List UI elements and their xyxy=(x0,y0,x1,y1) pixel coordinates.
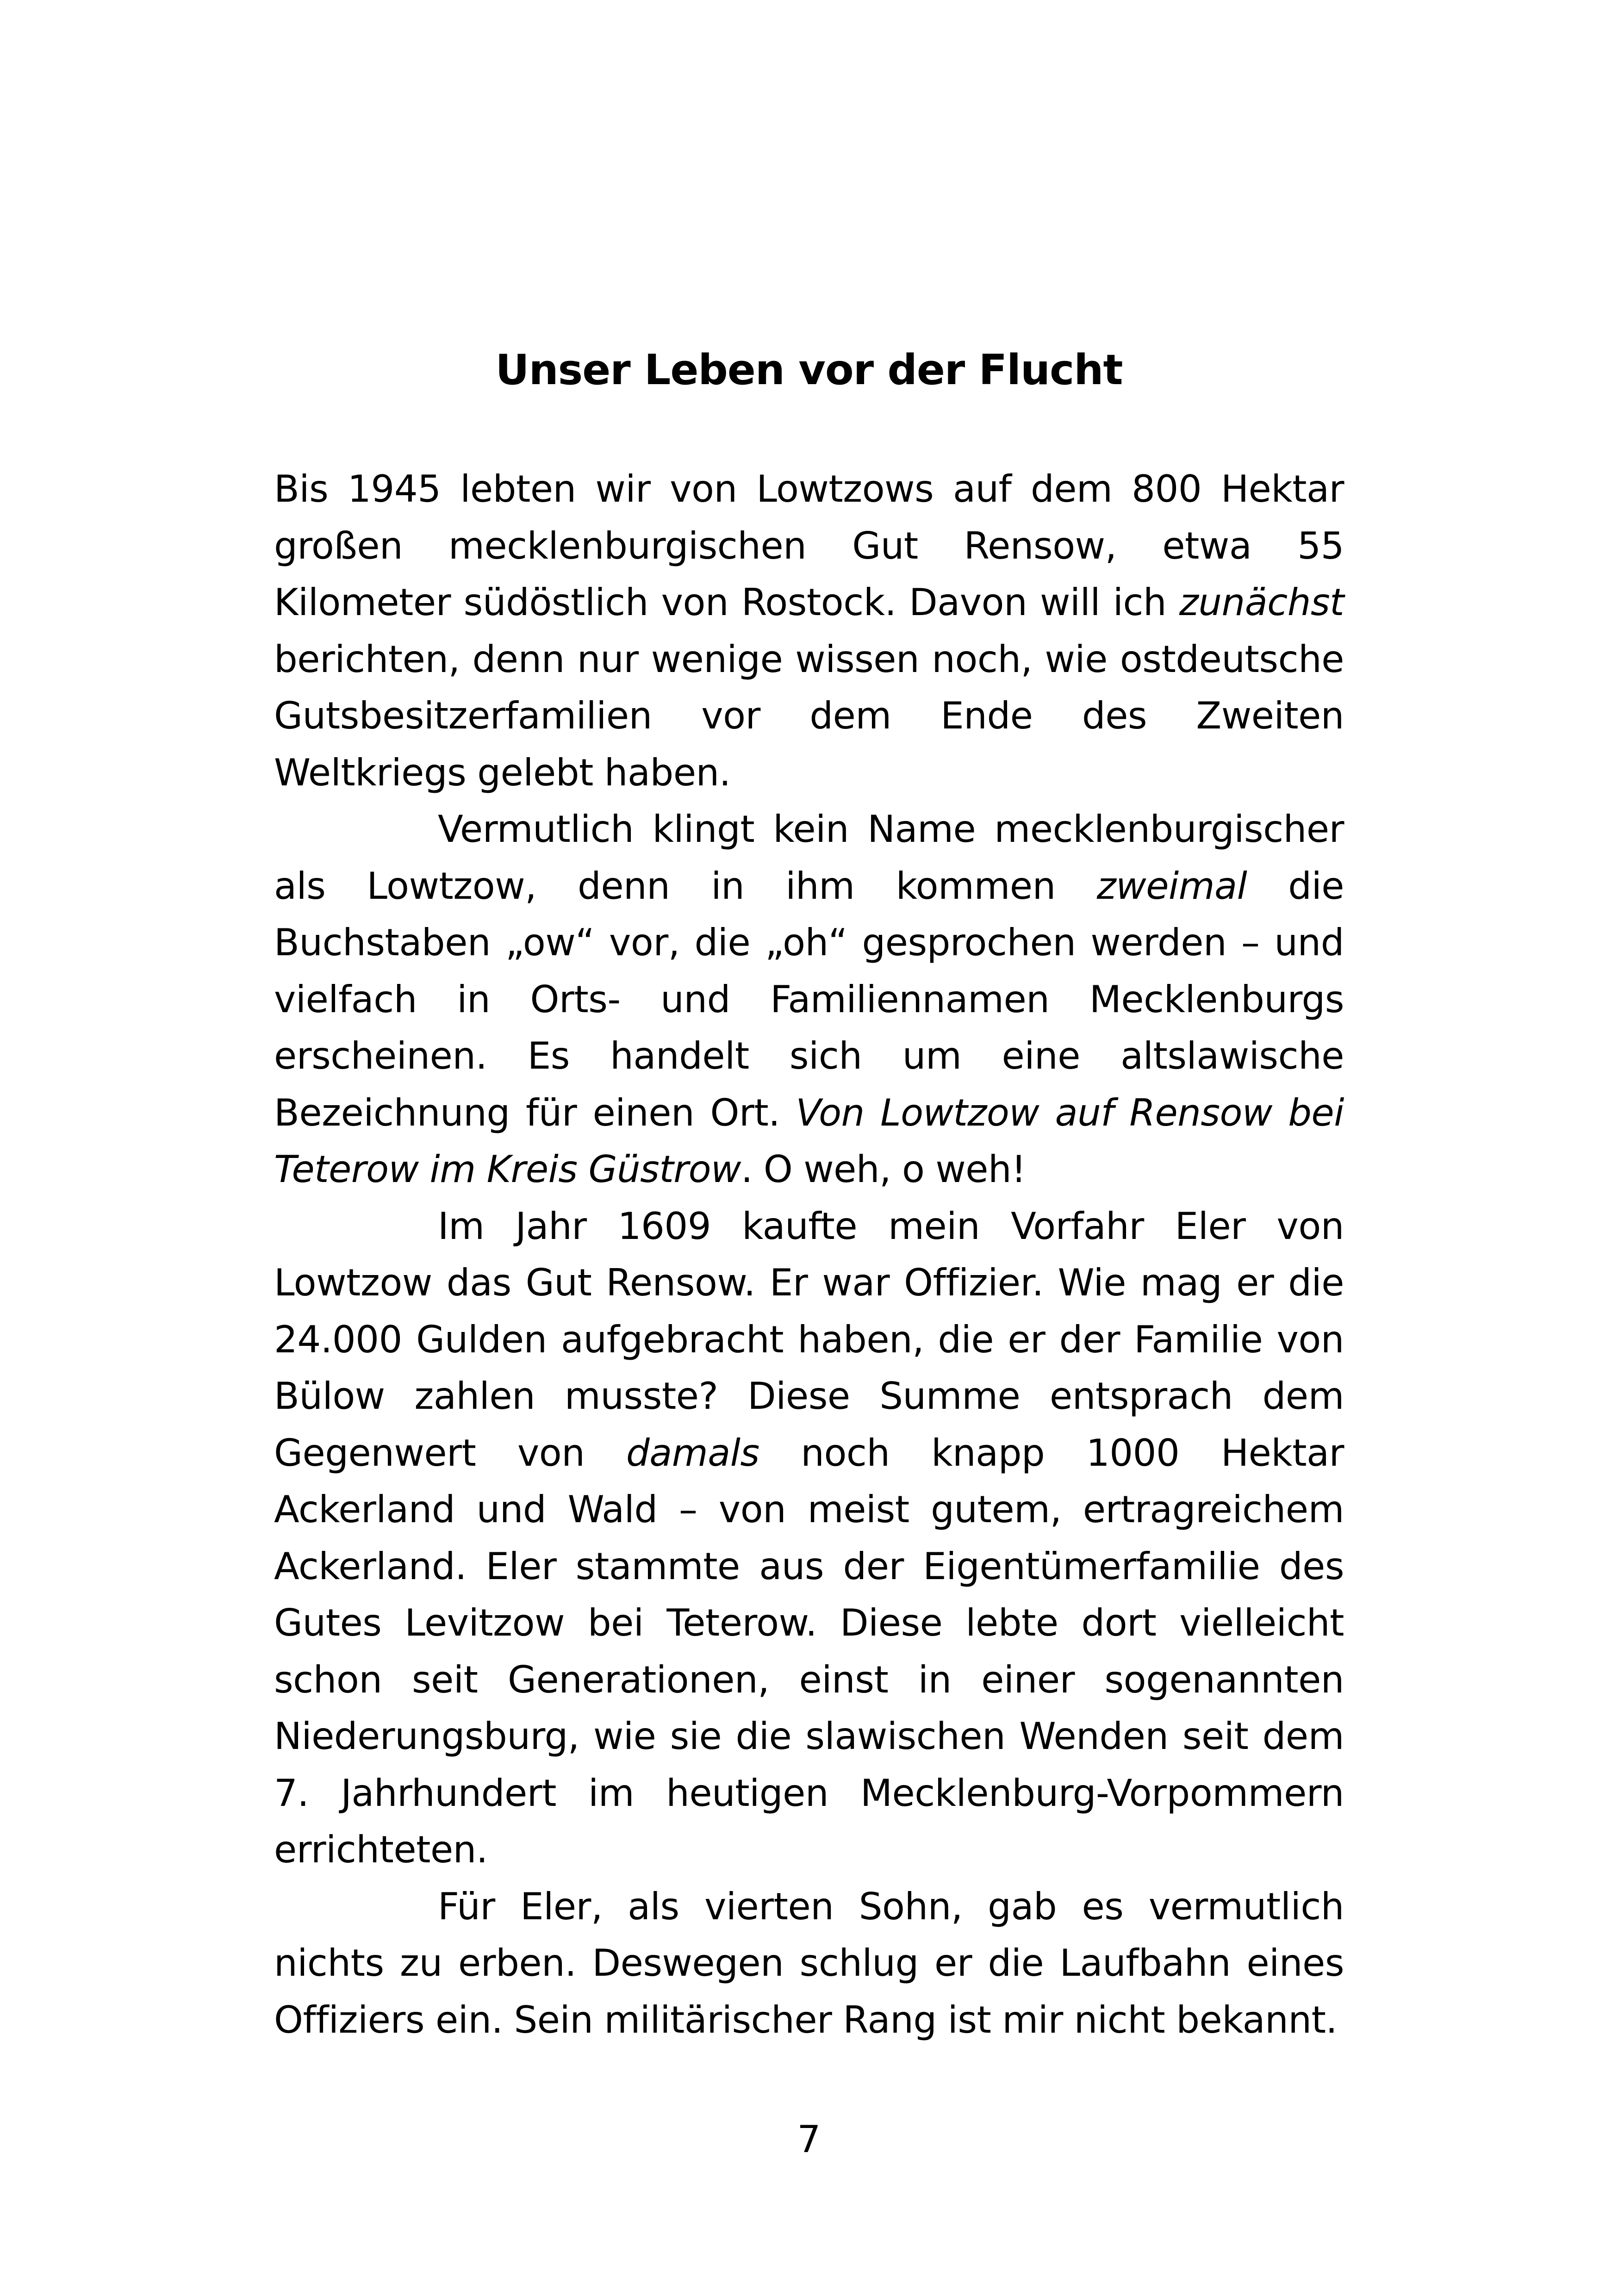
paragraph-4 xyxy=(274,1879,1344,2049)
italic-emphasis: Von Lowtzow auf Rensow bei Teterow im Kreis Güstrow xyxy=(274,1091,1344,1191)
italic-emphasis: zunächst xyxy=(1179,581,1344,624)
text-segment: Bis 1945 lebten wir von Lowtzows auf dem 800 Hektar großen mecklenburgischen Gut Rensow, etwa 55 Kilometer südöstlich von Rostock. Davon will ich xyxy=(274,467,1344,624)
text-segment: berichten, denn nur wenige wissen noch, wie ostdeutsche Gutsbesitzerfamilien vor dem Ende des Zweiten Weltkriegs gelebt haben. xyxy=(274,637,1344,794)
text-segment: noch knapp 1000 Hektar Ackerland und Wald – von meist gutem, ertragreichem Ackerland. Eler stammte aus der Eigentümerfamilie des Gutes Levitzow bei Teterow. Diese lebte dort vielleicht schon seit Generationen, einst in einer sogenannten Niederungsburg, wie sie die slawischen Wenden seit dem 7. Jahrhundert im heutigen Mecklenburg-Vorpommern errichteten. xyxy=(274,1431,1344,1871)
body-text xyxy=(274,461,1344,2048)
paragraph-3 xyxy=(274,1198,1344,1879)
paragraph-1 xyxy=(274,461,1344,801)
paragraph-2 xyxy=(274,801,1344,1198)
text-segment: die Buchstaben „ow“ vor, die „oh“ gesprochen werden – und vielfach in Orts- und Familiennamen Mecklenburgs erscheinen. Es handelt sich um eine altslawische Bezeichnung für einen Ort. xyxy=(274,864,1344,1134)
italic-emphasis: zweimal xyxy=(1096,864,1247,908)
text-segment: Vermutlich klingt kein Name mecklenburgischer als Lowtzow, denn in ihm kommen xyxy=(274,808,1344,908)
page-number: 7 xyxy=(797,2118,821,2161)
italic-emphasis: damals xyxy=(626,1431,759,1475)
text-segment: Für Eler, als vierten Sohn, gab es vermutlich nichts zu erben. Deswegen schlug er die Laufbahn eines Offiziers ein. Sein militärischer Rang ist mir nicht bekannt. xyxy=(274,1885,1344,2041)
text-segment: Im Jahr 1609 kaufte mein Vorfahr Eler von Lowtzow das Gut Rensow. Er war Offizier. Wie mag er die 24.000 Gulden aufgebracht haben, die er der Familie von Bülow zahlen musste? Diese Summe entsprach dem Gegenwert von xyxy=(274,1204,1344,1475)
text-segment: . O weh, o weh! xyxy=(741,1148,1026,1191)
page-title: Unser Leben vor der Flucht xyxy=(495,346,1123,394)
